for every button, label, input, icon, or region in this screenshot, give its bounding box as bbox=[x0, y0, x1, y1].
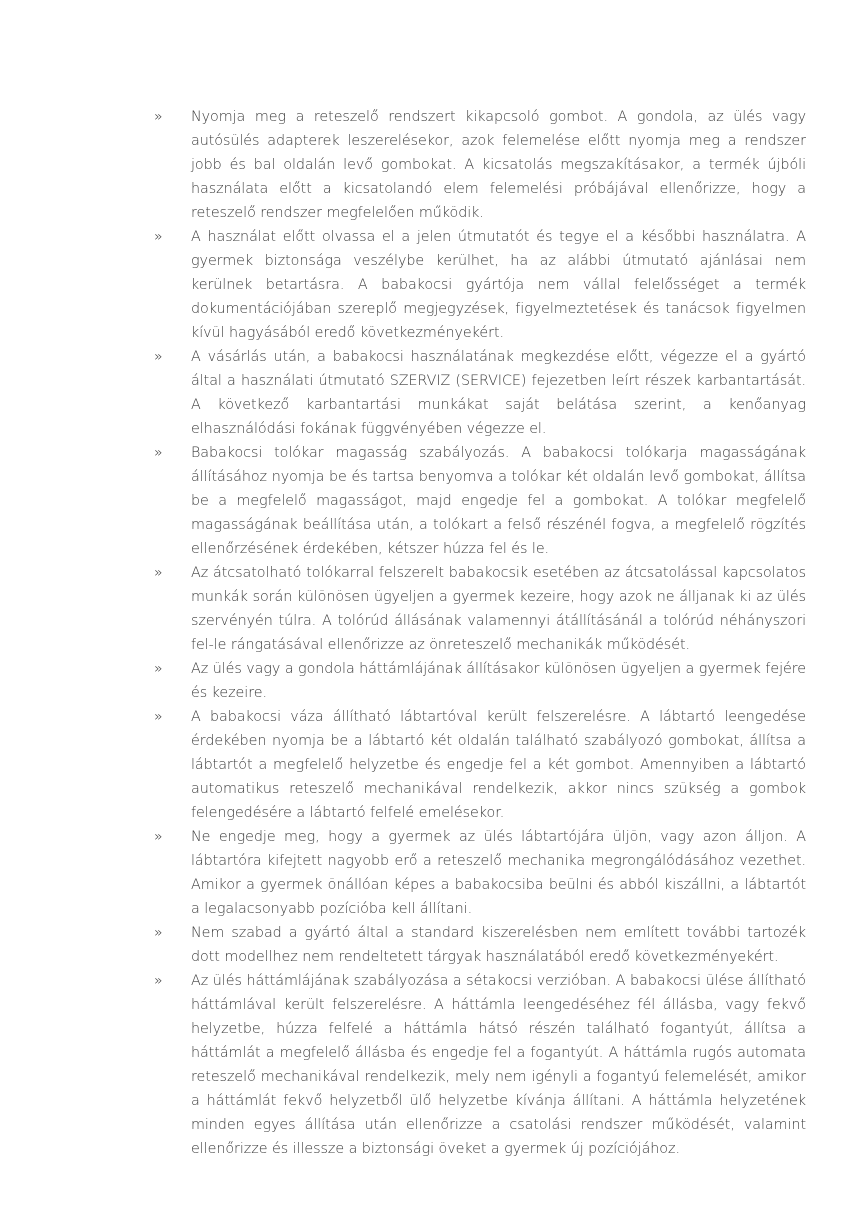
list-item bbox=[150, 105, 806, 225]
bullet-icon: » bbox=[154, 973, 163, 989]
list-item bbox=[150, 345, 806, 441]
bullet-icon: » bbox=[154, 109, 163, 125]
list-item bbox=[150, 825, 806, 921]
list-item-text: Az átcsatolható tolókarral felszerelt babakocsik esetében az átcsatolással kapcsolatos munkák során különösen ügyeljen a gyermek kezeire, hogy azok ne álljanak ki az ülés szervényén túlra. A tolórúd állásának valamennyi átállításánál a tolórúd néhányszori fel-le rángatásával ellenőrizze az önreteszelő mechanikák működését. bbox=[191, 565, 806, 653]
list-item bbox=[150, 561, 806, 657]
list-item-text: A használat előtt olvassa el a jelen útmutatót és tegye el a későbbi használatra. A gyermek biztonsága veszélybe kerülhet, ha az alábbi útmutató ajánlásai nem kerülnek betartásra. A babakocsi gyártója nem vállal felelősséget a termék dokumentációjában szereplő megjegyzések, figyelmeztetések és tanácsok figyelmen kívül hagyásából eredő következményekért. bbox=[191, 229, 806, 341]
bullet-icon: » bbox=[154, 445, 163, 461]
list-item bbox=[150, 225, 806, 345]
bullet-icon: » bbox=[154, 565, 163, 581]
list-item-text: Az ülés vagy a gondola háttámlájának állításakor különösen ügyeljen a gyermek fejére és kezeire. bbox=[191, 661, 806, 701]
bullet-icon: » bbox=[154, 229, 163, 245]
list-item-text: A vásárlás után, a babakocsi használatának megkezdése előtt, végezze el a gyártó által a használati útmutató SZERVIZ (SERVICE) fejezetben leírt részek karbantartását. A következő karbantartási munkákat saját belátása szerint, a kenőanyag elhasználódási fokának függvényében végezze el. bbox=[191, 349, 806, 437]
list-item bbox=[150, 657, 806, 705]
bullet-icon: » bbox=[154, 349, 163, 365]
bullet-icon: » bbox=[154, 661, 163, 677]
bullet-icon: » bbox=[154, 925, 163, 941]
instruction-list bbox=[150, 105, 806, 1161]
list-item bbox=[150, 921, 806, 969]
bullet-icon: » bbox=[154, 709, 163, 725]
list-item-text: A babakocsi váza állítható lábtartóval került felszerelésre. A lábtartó leengedése érdekében nyomja be a lábtartó két oldalán található szabályozó gombokat, állítsa a lábtartót a megfelelő helyzetbe és engedje fel a két gombot. Amennyiben a lábtartó automatikus reteszelő mechanikával rendelkezik, akkor nincs szükség a gombok felengedésére a lábtartó felfelé emelésekor. bbox=[191, 709, 806, 821]
bullet-icon: » bbox=[154, 829, 163, 845]
list-item-text: Nyomja meg a reteszelő rendszert kikapcsoló gombot. A gondola, az ülés vagy autósülés adapterek leszerelésekor, azok felemelése előtt nyomja meg a rendszer jobb és bal oldalán levő gombokat. A kicsatolás megszakításakor, a termék újbóli használata előtt a kicsatolandó elem felemelési próbájával ellenőrizze, hogy a reteszelő rendszer megfelelően működik. bbox=[191, 109, 806, 221]
list-item-text: Nem szabad a gyártó által a standard kiszerelésben nem említett további tartozék dott modellhez nem rendeltetett tárgyak használatából eredő következményekért. bbox=[191, 925, 806, 965]
list-item-text: Babakocsi tolókar magasság szabályozás. A babakocsi tolókarja magasságának állításához nyomja be és tartsa benyomva a tolókar két oldalán levő gombokat, állítsa be a megfelelő magasságot, majd engedje fel a gombokat. A tolókar megfelelő magasságának beállítása után, a tolókart a felső részénél fogva, a megfelelő rögzítés ellenőrzésének érdekében, kétszer húzza fel és le. bbox=[191, 445, 806, 557]
list-item-text: Ne engedje meg, hogy a gyermek az ülés lábtartójára üljön, vagy azon álljon. A lábtartóra kifejtett nagyobb erő a reteszelő mechanika megrongálódásához vezethet. Amikor a gyermek önállóan képes a babakocsiba beülni és abból kiszállni, a lábtartót a legalacsonyabb pozícióba kell állítani. bbox=[191, 829, 806, 917]
list-item bbox=[150, 969, 806, 1161]
list-item bbox=[150, 705, 806, 825]
list-item bbox=[150, 441, 806, 561]
list-item-text: Az ülés háttámlájának szabályozása a sétakocsi verzióban. A babakocsi ülése állítható háttámlával került felszerelésre. A háttámla leengedéséhez fél állásba, vagy fekvő helyzetbe, húzza felfelé a háttámla hátsó részén található fogantyút, állítsa a háttámlát a megfelelő állásba és engedje fel a fogantyút. A háttámla rugós automata reteszelő mechanikával rendelkezik, mely nem igényli a fogantyú felemelését, amikor a háttámlát fekvő helyzetből ülő helyzetbe kívánja állítani. A háttámla helyzetének minden egyes állítása után ellenőrizze a csatolási rendszer működését, valamint ellenőrizze és illessze a biztonsági öveket a gyermek új pozíciójához. bbox=[191, 973, 806, 1157]
